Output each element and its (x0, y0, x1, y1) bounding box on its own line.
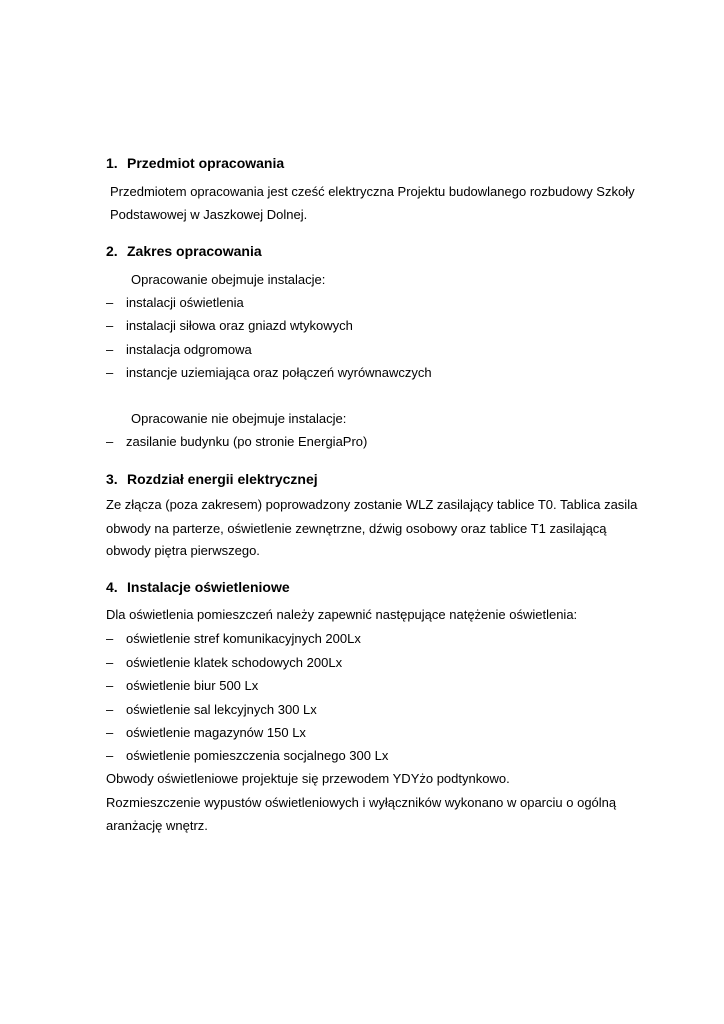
section-1-heading (106, 154, 284, 172)
section-number: 3. (106, 471, 118, 487)
list-intro: Opracowanie obejmuje instalacje: (131, 272, 326, 287)
list-item: zasilanie budynku (po stronie EnergiaPro) (126, 434, 368, 449)
paragraph-line: obwody piętra pierwszego. (106, 543, 260, 558)
section-title: Instalacje oświetleniowe (127, 579, 290, 595)
dash-bullet: – (106, 365, 114, 380)
section-number: 2. (106, 243, 118, 259)
dash-bullet: – (106, 318, 114, 333)
list-intro: Dla oświetlenia pomieszczeń należy zapewnić następujące natężenie oświetlenia: (106, 607, 578, 622)
list-intro: Opracowanie nie obejmuje instalacje: (131, 411, 347, 426)
paragraph-line: aranżację wnętrz. (106, 818, 208, 833)
list-item: oświetlenie biur 500 Lx (126, 678, 259, 693)
section-number: 1. (106, 155, 118, 171)
section-4-heading (106, 578, 290, 596)
section-2-heading (106, 242, 262, 260)
section-title: Przedmiot opracowania (127, 155, 285, 171)
dash-bullet: – (106, 655, 114, 670)
dash-bullet: – (106, 725, 114, 740)
list-item: oświetlenie klatek schodowych 200Lx (126, 655, 343, 670)
list-item: instancje uziemiająca oraz połączeń wyrównawczych (126, 365, 432, 380)
dash-bullet: – (106, 295, 114, 310)
paragraph-line: Podstawowej w Jaszkowej Dolnej. (110, 207, 308, 222)
section-number: 4. (106, 579, 118, 595)
paragraph-line: obwody na parterze, oświetlenie zewnętrzne, dźwig osobowy oraz tablice T1 zasilającą (106, 521, 607, 536)
list-item: oświetlenie stref komunikacyjnych 200Lx (126, 631, 361, 646)
dash-bullet: – (106, 678, 114, 693)
section-title: Zakres opracowania (127, 243, 262, 259)
list-item: oświetlenie magazynów 150 Lx (126, 725, 306, 740)
section-title: Rozdział energii elektrycznej (127, 471, 318, 487)
list-item: instalacja odgromowa (126, 342, 252, 357)
list-item: instalacji siłowa oraz gniazd wtykowych (126, 318, 353, 333)
dash-bullet: – (106, 631, 114, 646)
paragraph-line: Przedmiotem opracowania jest cześć elektryczna Projektu budowlanego rozbudowy Szkoły (110, 184, 635, 199)
dash-bullet: – (106, 434, 114, 449)
list-item: oświetlenie sal lekcyjnych 300 Lx (126, 702, 317, 717)
dash-bullet: – (106, 702, 114, 717)
paragraph-line: Obwody oświetleniowe projektuje się przewodem YDYżo podtynkowo. (106, 771, 510, 786)
dash-bullet: – (106, 748, 114, 763)
dash-bullet: – (106, 342, 114, 357)
paragraph-line: Rozmieszczenie wypustów oświetleniowych i wyłączników wykonano w oparciu o ogólną (106, 795, 617, 810)
section-3-heading (106, 470, 318, 488)
paragraph-line: Ze złącza (poza zakresem) poprowadzony zostanie WLZ zasilający tablice T0. Tablica zasila (106, 497, 638, 512)
list-item: instalacji oświetlenia (126, 295, 244, 310)
list-item: oświetlenie pomieszczenia socjalnego 300 Lx (126, 748, 389, 763)
